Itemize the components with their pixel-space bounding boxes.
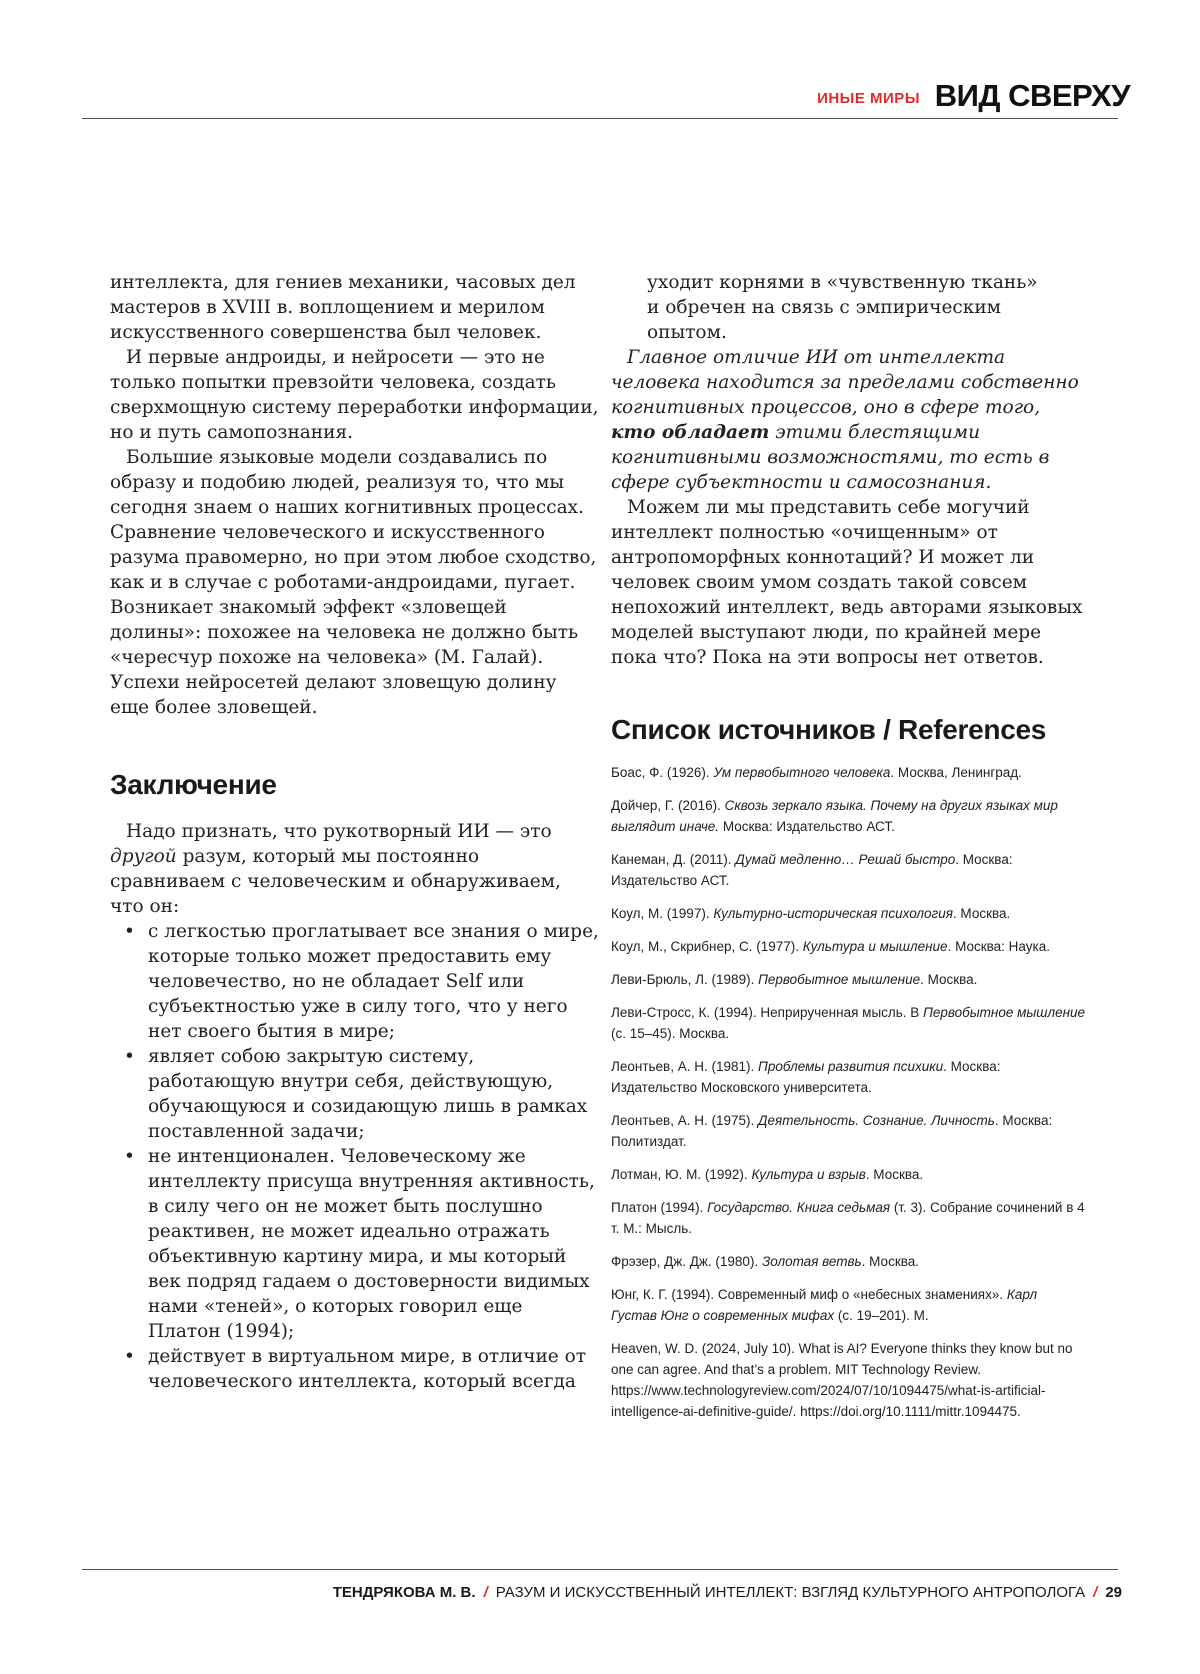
continued-line-1: уходит корнями в «чувственную ткань» [611,270,1086,295]
reference-item [611,903,1086,924]
reference-pre: Леонтьев, А. Н. (1975). [611,1113,754,1128]
conclusion-intro-start: Надо признать, что рукотворный ИИ — это [126,821,552,842]
journal-section-label: ИНЫЕ МИРЫ [780,90,920,107]
reference-title: Карл Густав Юнг о современных мифах [611,1287,1037,1323]
conclusion-intro-emphasis: другой [110,846,177,867]
reference-post: . Москва: Издательство АСТ. [611,852,1013,888]
reference-post: . Москва, Ленинград. [890,765,1021,780]
reference-title: Культура и взрыв [751,1167,865,1182]
reference-item [611,795,1086,837]
reference-title: Деятельность. Сознание. Личность [758,1113,995,1128]
references-heading: Список источников / References [611,717,1086,742]
references-list [611,762,1086,1422]
reference-item [611,1110,1086,1152]
list-item: • с легкостью проглатывает все знания о мире, которые только может предоставить ему человечество, но не обладает Self или субъектностью уже в силу того, что у него нет своего бытия в мире; [110,919,600,1044]
reference-title: Проблемы развития психики [758,1059,943,1074]
reference-title: Первобытное мышление [923,1005,1085,1020]
left-column [110,270,600,1394]
list-item: • не интенционален. Человеческому же интеллекту присуща внутренняя активность, в силу чего он не может быть послушно реактивен, не может идеально отражать объективную картину мира, и мы который век подряд гадаем о достоверности видимых нами «теней», о которых говорил еще Платон (1994); [110,1144,600,1344]
reference-pre: Леви-Брюль, Л. (1989). [611,972,754,987]
right-column [611,270,1086,1434]
reference-item [611,936,1086,957]
reference-post: . Москва. [862,1254,919,1269]
footer-author: ТЕНДРЯКОВА М. В. [333,1584,476,1601]
reference-pre: Юнг, К. Г. (1994). Современный миф о «небесных знамениях». [611,1287,1003,1302]
reference-post: (т. 3). Собрание сочинений в 4 т. М.: Мысль. [611,1200,1085,1236]
reference-item [611,969,1086,990]
reference-post: . Москва. [920,972,977,987]
header-divider [82,118,1118,119]
conclusion-list [110,919,600,1394]
reference-pre: Леви-Стросс, К. (1994). Неприрученная мысль. В [611,1005,919,1020]
reference-pre: Фрэзер, Дж. Дж. (1980). [611,1254,758,1269]
list-item: • являет собою закрытую систему, работающую внутри себя, действующую, обучающуюся и созидающую лишь в рамках поставленной задачи; [110,1044,600,1144]
conclusion-intro [110,819,600,919]
reference-item [611,1338,1086,1422]
page-footer [82,1584,1122,1601]
reference-pre: Платон (1994). [611,1200,703,1215]
reference-pre: Боас, Ф. (1926). [611,765,710,780]
key-difference-start: Главное отличие ИИ от интеллекта человека находится за пределами собственно когнитивных процессов, оно в сфере того, [611,347,1079,418]
reference-pre: Коул, М., Скрибнер, С. (1977). [611,939,799,954]
key-difference-end: этими блестящими когнитивными возможностями, то есть в сфере субъектности и самосознания. [611,422,1049,493]
key-difference-paragraph [611,345,1086,495]
reference-post: . Москва. [953,906,1010,921]
reference-post: . Москва: Издательство Московского университета. [611,1059,1000,1095]
reference-pre: Леонтьев, А. Н. (1981). [611,1059,754,1074]
conclusion-intro-end: разум, который мы постоянно сравниваем с человеческим и обнаруживаем, что он: [110,846,561,917]
reference-pre: Лотман, Ю. М. (1992). [611,1167,748,1182]
reference-item [611,849,1086,891]
final-paragraph: Можем ли мы представить себе могучий интеллект полностью «очищенным» от антропоморфных коннотаций? И может ли человек своим умом создать такой совсем непохожий интеллект, ведь авторами языковых моделей выступают люди, по крайней мере пока что? Пока на эти вопросы нет ответов. [611,495,1086,670]
key-difference-emphasis: кто обладает [611,422,769,443]
reference-item [611,1251,1086,1272]
reference-title: Государство. Книга седьмая [707,1200,890,1215]
footer-separator-1: / [484,1584,488,1601]
reference-title: Культурно-историческая психология [713,906,953,921]
paragraph-1: интеллекта, для гениев механики, часовых дел мастеров в XVIII в. воплощением и мерилом искусственного совершенства был человек. [110,270,600,345]
paragraph-2: И первые андроиды, и нейросети — это не только попытки превзойти человека, создать сверхмощную систему переработки информации, но и путь самопознания. [110,345,600,445]
reference-pre: Канеман, Д. (2011). [611,852,732,867]
reference-title: Думай медленно… Решай быстро [735,852,955,867]
continued-line-2: и обречен на связь с эмпирическим опытом. [611,295,1086,345]
reference-post: (с. 19–201). М. [834,1308,929,1323]
reference-title: Сквозь зеркало языка. Почему на других языках мир выглядит иначе. [611,798,1058,834]
reference-title: Ум первобытного человека [713,765,890,780]
footer-divider [82,1569,1118,1570]
reference-pre: Дойчер, Г. (2016). [611,798,721,813]
reference-item [611,1056,1086,1098]
reference-post: . Москва: Наука. [948,939,1050,954]
reference-post: . Москва: Политиздат. [611,1113,1052,1149]
footer-article-title: РАЗУМ И ИСКУССТВЕННЫЙ ИНТЕЛЛЕКТ: ВЗГЛЯД КУЛЬТУРНОГО АНТРОПОЛОГА [496,1584,1085,1601]
reference-title: Золотая ветвь [762,1254,862,1269]
reference-post: . Москва. [866,1167,923,1182]
footer-separator-2: / [1093,1584,1097,1601]
reference-item [611,1164,1086,1185]
reference-title: Культура и мышление [803,939,948,954]
reference-item [611,762,1086,783]
reference-post: (с. 15–45). Москва. [611,1026,729,1041]
reference-post: Москва: Издательство АСТ. [719,819,895,834]
conclusion-heading: Заключение [110,772,600,797]
reference-pre: Heaven, W. D. (2024, July 10). What is AI? Everyone thinks they know but no one can agree. And that’s a problem. MIT Technology Review. https://www.technologyreview.com/2024/07/10/1094475/what-is-artificial-intelligence-ai-definitive-guide/. https://doi.org/10.1111/mittr.1094475. [611,1341,1072,1419]
paragraph-3: Большие языковые модели создавались по образу и подобию людей, реализуя то, что мы сегодня знаем о наших когнитивных процессах. Сравнение человеческого и искусственного разума правомерно, но при этом любое сходство, как и в случае с роботами-андроидами, пугает. Возникает знакомый эффект «зловещей долины»: похожее на человека не должно быть «чересчур похоже на человека» (М. Галай). Успехи нейросетей делают зловещую долину еще более зловещей. [110,445,600,720]
reference-item [611,1284,1086,1326]
journal-rubric-title: ВИД СВЕРХУ [930,78,1130,114]
reference-title: Первобытное мышление [758,972,920,987]
list-item: • действует в виртуальном мире, в отличие от человеческого интеллекта, который всегда [110,1344,600,1394]
page-number: 29 [1105,1584,1122,1601]
reference-item [611,1002,1086,1044]
reference-item [611,1197,1086,1239]
reference-pre: Коул, М. (1997). [611,906,710,921]
